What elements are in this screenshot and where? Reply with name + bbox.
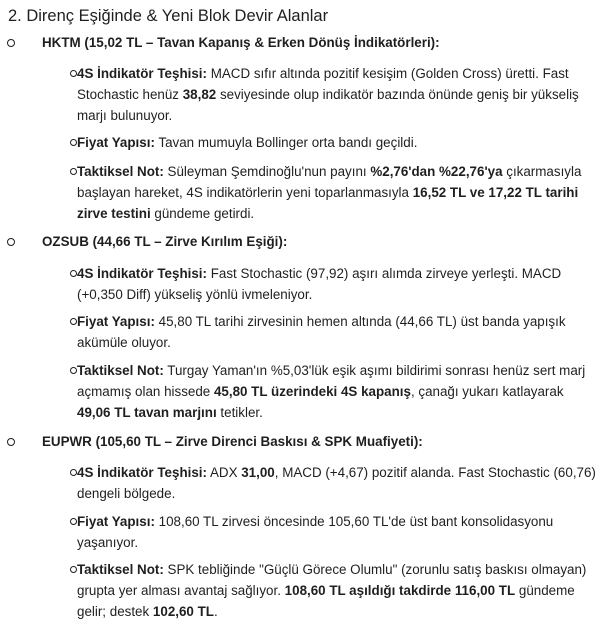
list-bullet [7, 238, 15, 246]
text-line [77, 63, 595, 84]
list-bullet [70, 367, 77, 374]
text-line [77, 161, 595, 182]
text-line [77, 559, 595, 580]
bold-text: Taktiksel Not: [77, 363, 164, 378]
bold-text: %2,76'dan %22,76'ya [370, 164, 503, 179]
list-item [77, 132, 595, 153]
text-line [77, 381, 595, 402]
stock-title-ozsub: OZSUB (44,66 TL – Zirve Kırılım Eşiği): [42, 234, 288, 249]
text-line [77, 284, 595, 305]
text-line [77, 601, 595, 622]
bold-text: Fiyat Yapısı: [77, 135, 155, 150]
text: Süleyman Şemdinoğlu'nun payını [163, 164, 371, 179]
page-heading: 2. Direnç Eşiğinde & Yeni Blok Devir Alanlar [8, 7, 329, 25]
list-item [77, 360, 595, 423]
text-line [77, 332, 595, 353]
text-line [77, 360, 595, 381]
text-line [77, 511, 595, 532]
bold-text: 16,52 TL ve 17,22 TL tarihi [412, 185, 579, 200]
text-line [77, 203, 595, 224]
text: yaşanıyor. [77, 535, 139, 550]
bold-text: 49,06 TL tavan marjını [77, 405, 217, 420]
text: grupta yer alması avantaj sağlıyor. [77, 583, 285, 598]
text: SPK tebliğinde "Güçlü Görece Olumlu" (zorunlu satış baskısı olmayan) [163, 562, 587, 577]
text-line [77, 311, 595, 332]
text: , çanağı yukarı katlayarak [410, 384, 564, 399]
list-bullet [70, 70, 77, 77]
bold-text: 102,60 TL [152, 604, 214, 619]
text: tetikler. [216, 405, 263, 420]
text: ADX [206, 465, 242, 480]
text: , MACD (+4,67) pozitif alanda. Fast Stochastic (60,76) [274, 465, 596, 480]
list-bullet [70, 566, 77, 573]
text-line [77, 532, 595, 553]
bold-text: 45,80 TL üzerindeki 4S kapanış [213, 384, 411, 399]
list-bullet [7, 39, 15, 47]
text: . [213, 604, 218, 619]
stock-title-hktm: HKTM (15,02 TL – Tavan Kapanış & Erken Dönüş İndikatörleri): [42, 35, 440, 50]
bold-text: Taktiksel Not: [77, 562, 164, 577]
text: MACD sıfır altında pozitif kesişim (Golden Cross) üretti. Fast [206, 66, 569, 81]
bold-text: 4S İndikatör Teşhisi: [77, 66, 207, 81]
text-line [77, 132, 595, 153]
text: başlayan hareket, 4S indikatörlerin yeni toparlanmasıyla [77, 185, 413, 200]
text: 45,80 TL tarihi zirvesinin hemen altında (44,66 TL) üst banda yapışık [154, 314, 566, 329]
text: açmamış olan hissede [77, 384, 214, 399]
text: gündeme [515, 583, 575, 598]
list-item [77, 511, 595, 553]
text: marjı bulunuyor. [77, 108, 173, 123]
text: akümüle oluyor. [77, 335, 171, 350]
list-item [77, 263, 595, 305]
text: (+0,350 Diff) yükseliş yönlü ivmeleniyor. [77, 287, 313, 302]
bold-text: Taktiksel Not: [77, 164, 164, 179]
text: Turgay Yaman'ın %5,03'lük eşik aşımı bildirimi sonrası henüz sert marj [163, 363, 586, 378]
text-line [77, 263, 595, 284]
list-item [77, 311, 595, 353]
bold-text: 4S İndikatör Teşhisi: [77, 465, 207, 480]
list-bullet [70, 168, 77, 175]
list-bullet [7, 438, 15, 446]
list-item [77, 462, 595, 504]
list-bullet [70, 518, 77, 525]
list-bullet [70, 469, 77, 476]
bold-text: 38,82 [182, 87, 217, 102]
list-item [77, 63, 595, 126]
text-line [77, 402, 595, 423]
bold-text: Fiyat Yapısı: [77, 514, 155, 529]
text-line [77, 105, 595, 126]
text: seviyesinde olup indikatör bazında önünde geniş bir yükseliş [216, 87, 579, 102]
text: Stochastic henüz [77, 87, 183, 102]
text: çıkarmasıyla [502, 164, 582, 179]
text-line [77, 84, 595, 105]
text-line [77, 462, 595, 483]
list-bullet [70, 318, 77, 325]
bold-text: zirve testini [77, 206, 151, 221]
text: gündeme getirdi. [150, 206, 255, 221]
bold-text: 31,00 [241, 465, 275, 480]
text: dengeli bölgede. [77, 486, 176, 501]
list-bullet [70, 139, 77, 146]
bold-text: Fiyat Yapısı: [77, 314, 155, 329]
bold-text: 108,60 TL aşıldığı takdirde 116,00 TL [284, 583, 516, 598]
text-line [77, 580, 595, 601]
bold-text: 4S İndikatör Teşhisi: [77, 266, 207, 281]
text: Fast Stochastic (97,92) aşırı alımda zirveye yerleşti. MACD [206, 266, 562, 281]
text: Tavan mumuyla Bollinger orta bandı geçildi. [154, 135, 418, 150]
text-line [77, 483, 595, 504]
list-bullet [70, 270, 77, 277]
text: 108,60 TL zirvesi öncesinde 105,60 TL'de üst bant konsolidasyonu [154, 514, 554, 529]
stock-title-eupwr: EUPWR (105,60 TL – Zirve Direnci Baskısı & SPK Muafiyeti): [42, 434, 423, 449]
text-line [77, 182, 595, 203]
list-item [77, 161, 595, 224]
list-item [77, 559, 595, 622]
text: gelir; destek [77, 604, 153, 619]
